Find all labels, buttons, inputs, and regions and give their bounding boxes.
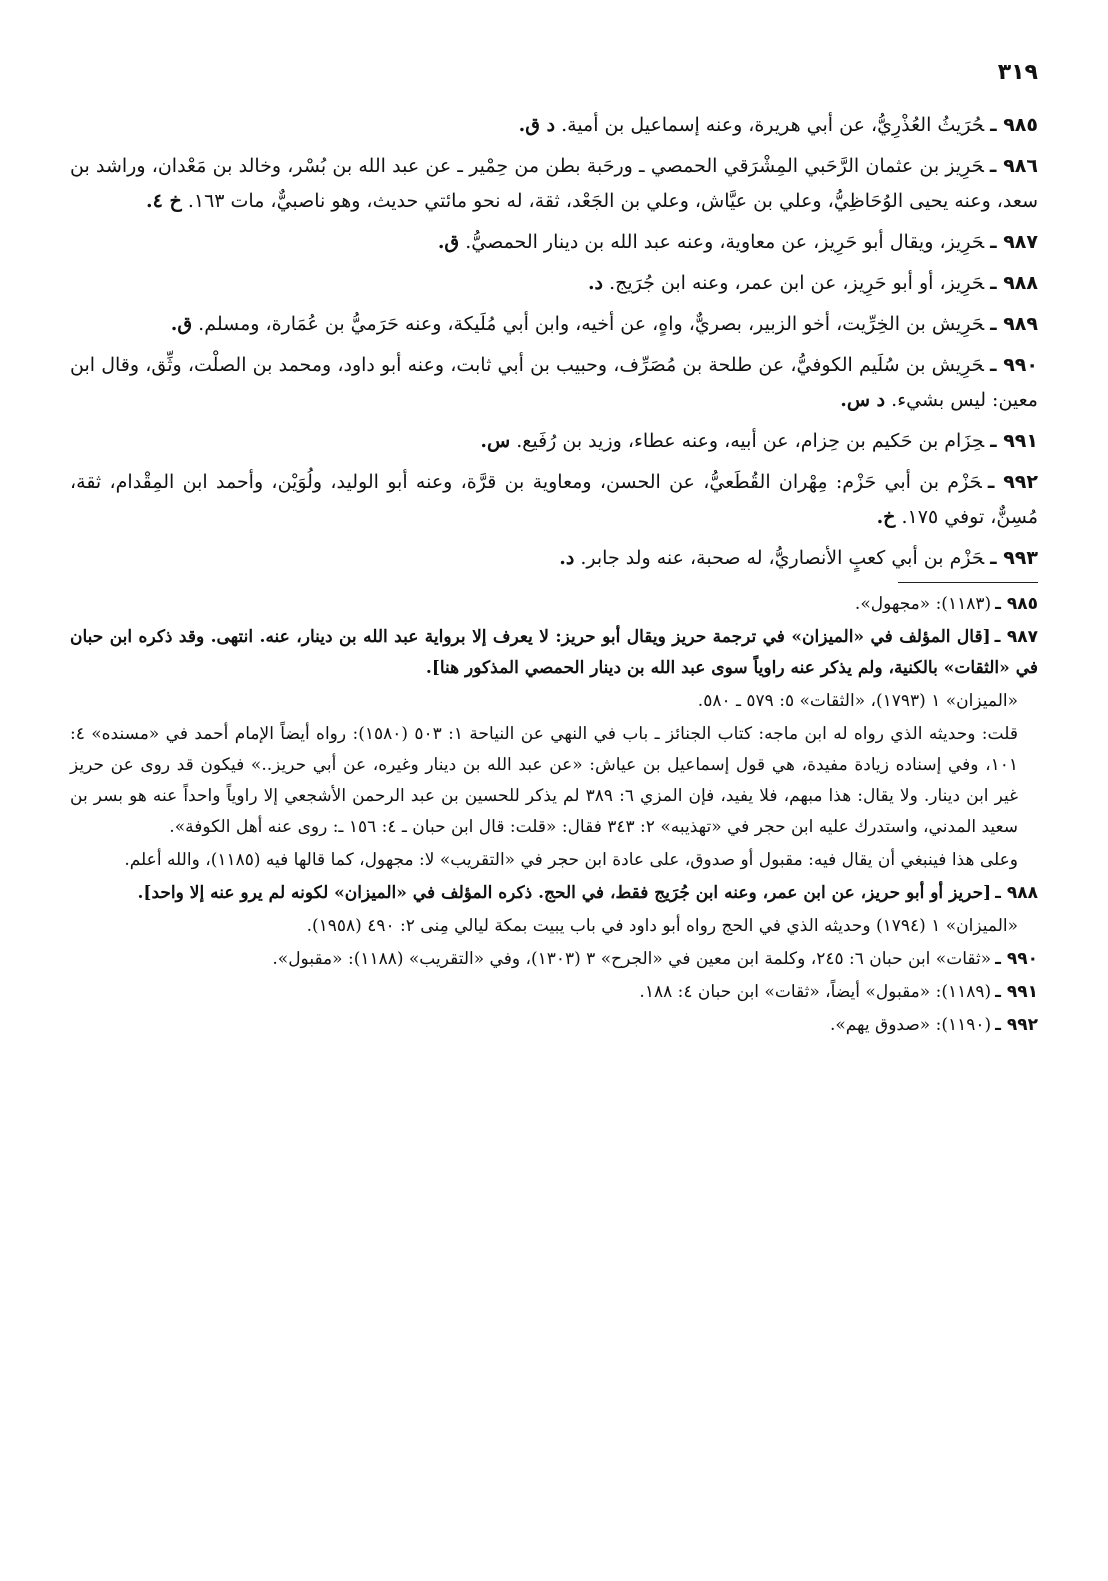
entry-988 xyxy=(70,266,1038,301)
footnote-paragraph: قلت: وحديثه الذي رواه له ابن ماجه: كتاب الجنائز ـ باب في النهي عن النياحة ١: ٥٠٣ (١٥٨٠): رواه أيضاً الإمام أحمد في «مسنده» ٤: ١٠١، وفي إسناده زيادة مفيدة، هي قول إسماعيل بن عياش: «عن عبد الله بن دينار وغيره، عن أبي حريز..» فيكون قد روى عن حريز غير ابن دينار. ولا يقال: هذا مبهم، فلا يفيد، فإن المزي ٦: ٣٨٩ لم يذكر للحسين بن عبد الرحمن الأشجعي إلا راوياً واحداً عنه هو بسر بن سعيد المدني، واستدرك عليه ابن حجر في «تهذيبه» ٢: ٣٤٣ فقال: «قلت: قال ابن حبان ـ ٤: ١٥٦ ـ: روى عنه أهل الكوفة». xyxy=(70,724,1018,837)
entry-991 xyxy=(70,424,1038,459)
entry-987 xyxy=(70,225,1038,260)
entry-symbols: د ق. xyxy=(518,114,556,136)
footnote-paragraph: وعلى هذا فينبغي أن يقال فيه: مقبول أو صدوق، على عادة ابن حجر في «التقريب» لا: مجهول، كما قالها فيه (١١٨٥)، والله أعلم. xyxy=(124,850,1018,870)
footnote-number: ٩٩١ ـ xyxy=(995,982,1038,1002)
entry-number: ٩٩٠ ـ xyxy=(989,354,1038,376)
entry-symbols: ق. xyxy=(437,231,460,253)
footnote-text: «ثقات» ابن حبان ٦: ٢٤٥، وكلمة ابن معين في «الجرح» ٣ (١٣٠٣)، وفي «التقريب» (١١٨٨): «مقبول». xyxy=(272,949,992,969)
footnotes xyxy=(70,589,1038,1041)
entry-text: حَرِيش بن سُلَيم الكوفيُّ، عن طلحة بن مُصَرِّف، وحبيب بن أبي ثابت، وعنه أبو داود، ومحمد بن الصلْت، وثِّق، وقال ابن معين: ليس بشيء. xyxy=(70,354,1038,411)
entry-990 xyxy=(70,348,1038,418)
entry-text: حَرِيز بن عثمان الرَّحَبي المِشْرَقي الحمصي ـ ورحَبة بطن من حِمْير ـ عن عبد الله بن بُسْر، وخالد بن مَعْدان، وراشد بن سعد، وعنه يحيى الوُحَاظِيُّ، وعلي بن عيَّاش، وعلي بن الجَعْد، ثقة، له نحو مائتي حديث، وهو ناصبيٌّ، مات ١٦٣. xyxy=(70,155,1038,212)
entry-993 xyxy=(70,541,1038,576)
entry-number: ٩٨٩ ـ xyxy=(990,313,1038,335)
entry-number: ٩٩١ ـ xyxy=(990,430,1038,452)
entry-992 xyxy=(70,465,1038,535)
entry-number: ٩٩٣ ـ xyxy=(990,547,1038,569)
footnote-number: ٩٩٢ ـ xyxy=(995,1015,1038,1035)
footnote-985 xyxy=(70,589,1038,620)
entry-symbols: ق. xyxy=(170,313,193,335)
entries-list xyxy=(70,108,1038,576)
entry-symbols: د. xyxy=(587,272,604,294)
entry-number: ٩٨٨ ـ xyxy=(990,272,1038,294)
entry-symbols: س. xyxy=(480,430,511,452)
entry-text: حَرِيز، ويقال أبو حَرِيز، عن معاوية، وعنه عبد الله بن دينار الحمصيُّ. xyxy=(465,231,985,253)
entry-text: حُرَيثُ العُذْرِيُّ، عن أبي هريرة، وعنه إسماعيل بن أمية. xyxy=(561,114,985,136)
footnote-991 xyxy=(70,977,1038,1008)
book-page xyxy=(70,60,1038,1043)
entry-text: حَرِيش بن الخِرِّيت، أخو الزبير، بصريٌّ، واهٍ، عن أخيه، وابن أبي مُلَيكة، وعنه حَرَميُّ بن عُمَارة، ومسلم. xyxy=(198,313,985,335)
entry-symbols: د. xyxy=(559,547,575,569)
footnote-text: (١١٩٠): «صدوق يهم». xyxy=(829,1015,992,1035)
entry-986 xyxy=(70,149,1038,219)
footnote-987 xyxy=(70,622,1038,684)
entry-985 xyxy=(70,108,1038,143)
entry-symbols: خ. xyxy=(876,506,896,528)
entry-text: حَرِيز، أو أبو حَرِيز، عن ابن عمر، وعنه ابن جُرَيج. xyxy=(609,272,985,294)
footnote-number: ٩٨٥ ـ xyxy=(995,594,1038,614)
page-number: ٣١٩ xyxy=(997,60,1038,85)
entry-number: ٩٨٧ ـ xyxy=(990,231,1038,253)
footnote-number: ٩٩٠ ـ xyxy=(995,949,1038,969)
footnote-text: [حريز أو أبو حريز، عن ابن عمر، وعنه ابن جُرَيج فقط، في الحج. ذكره المؤلف في «الميزان» لكونه لم يرو عنه إلا واحد]. xyxy=(137,883,992,903)
entry-symbols: خ ٤. xyxy=(146,190,182,212)
footnote-paragraph: «الميزان» ١ (١٧٩٣)، «الثقات» ٥: ٥٧٩ ـ ٥٨٠. xyxy=(697,691,1018,711)
footnote-988 xyxy=(70,878,1038,909)
footnote-text: [قال المؤلف في «الميزان» في ترجمة حريز ويقال أبو حريز: لا يعرف إلا برواية عبد الله بن دينار، عنه. انتهى. وقد ذكره ابن حبان في «الثقات» بالكنية، ولم يذكر عنه راوياً سوى عبد الله بن دينار الحمصي المذكور هنا]. xyxy=(70,627,1038,678)
footnote-number: ٩٨٧ ـ xyxy=(994,627,1038,647)
entry-text: حَزْم بن أبي حَزْم: مِهْران القُطَعيُّ، عن الحسن، ومعاوية بن قرَّة، وعنه أبو الوليد، ولُوَيْن، وأحمد ابن المِقْدام، ثقة، مُسِنٌّ، توفي ١٧٥. xyxy=(70,471,1038,528)
footnote-divider xyxy=(898,582,1038,583)
footnote-992 xyxy=(70,1010,1038,1041)
entry-number: ٩٩٢ ـ xyxy=(987,471,1038,493)
entry-text: حِزَام بن حَكيم بن حِزام، عن أبيه، وعنه عطاء، وزيد بن رُفَيع. xyxy=(516,430,985,452)
footnote-paragraph: «الميزان» ١ (١٧٩٤) وحديثه الذي في الحج رواه أبو داود في باب يبيت بمكة ليالي مِنى ٢: ٤٩٠ (١٩٥٨). xyxy=(306,916,1018,936)
entry-text: حَزْم بن أبي كعبٍ الأنصاريُّ، له صحبة، عنه ولد جابر. xyxy=(580,547,985,569)
footnote-990 xyxy=(70,944,1038,975)
entry-989 xyxy=(70,307,1038,342)
footnote-number: ٩٨٨ ـ xyxy=(995,883,1038,903)
entry-symbols: د س. xyxy=(840,389,886,411)
entry-number: ٩٨٥ ـ xyxy=(990,114,1038,136)
footnote-text: (١١٨٩): «مقبول» أيضاً، «ثقات» ابن حبان ٤: ١٨٨. xyxy=(639,982,992,1002)
footnote-text: (١١٨٣): «مجهول». xyxy=(854,594,992,614)
entry-number: ٩٨٦ ـ xyxy=(989,155,1038,177)
